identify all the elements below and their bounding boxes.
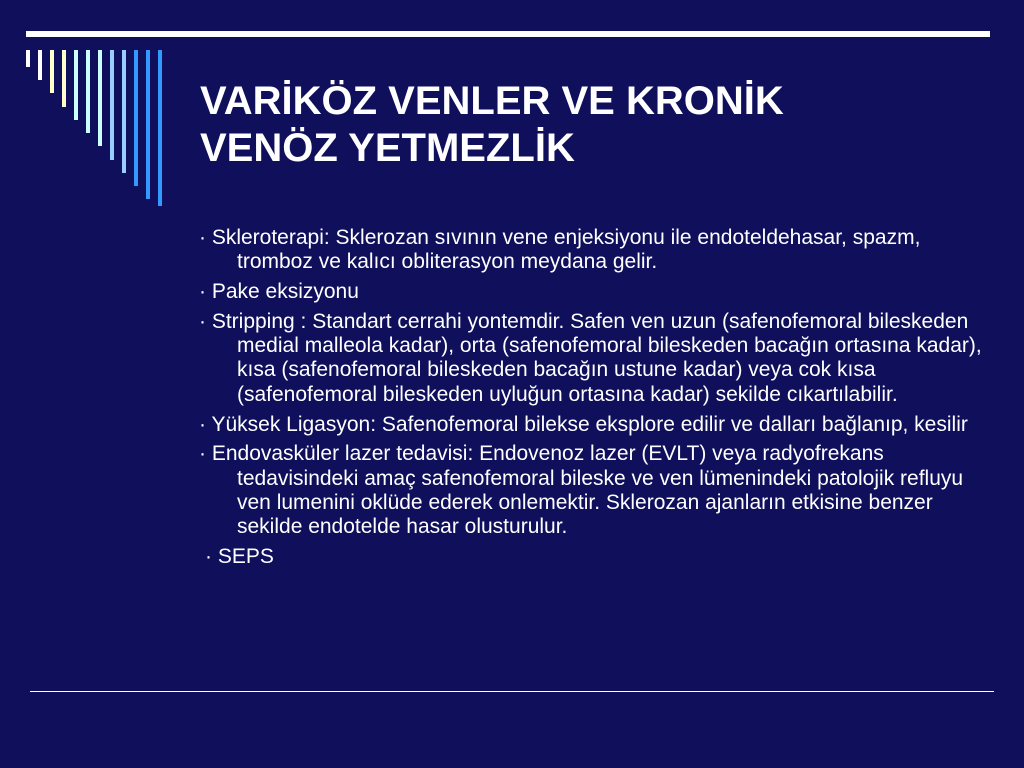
stripe-10	[134, 50, 138, 186]
stripe-12	[158, 50, 162, 206]
bottom-rule	[30, 691, 994, 692]
bullet-yuksek-ligasyon: · Yüksek Ligasyon: Safenofemoral bilekse eksplore edilir ve dalları bağlanıp, kesilir	[199, 412, 968, 436]
stripe-5	[74, 50, 78, 120]
stripe-3	[50, 50, 54, 93]
stripe-7	[98, 50, 102, 146]
bullet-seps: · SEPS	[205, 545, 274, 569]
top-rule	[26, 31, 990, 37]
decorative-stripes	[26, 50, 166, 206]
stripe-8	[110, 50, 114, 160]
bullet-stripping: · Stripping : Standart cerrahi yontemdir. Safen ven uzun (safenofemoral bileskeden medial malleola kadar), orta (safenofemoral bileskeden bacağın ortasına kadar), kısa (safenofemoral bileskeden bacağın ustune kadar) veya cok kısa (safenofemoral bileskeden uyluğun ortasına kadar) sekilde cıkartılabilir.	[199, 309, 982, 406]
stripe-1	[26, 50, 30, 67]
title-line-1: VARİKÖZ VENLER VE KRONİK	[200, 79, 784, 123]
bullet-endovaskuler-lazer: · Endovasküler lazer tedavisi: Endovenoz lazer (EVLT) veya radyofrekans tedavisindeki amaç safenofemoral bileske ve ven lümenindeki patolojik refluyu ven lumenini oklüde ederek onlemektir. Sklerozan ajanların etkisine benzer sekilde endotelde hasar olusturulur.	[199, 442, 964, 539]
stripe-4	[62, 50, 66, 107]
stripe-6	[86, 50, 90, 133]
stripe-9	[122, 50, 126, 173]
title-line-2: VENÖZ YETMEZLİK	[200, 126, 575, 170]
bullet-list	[199, 226, 989, 575]
bullet-pake-eksizyonu: · Pake eksizyonu	[199, 280, 359, 304]
stripe-11	[146, 50, 150, 199]
bullet-skleroterapi: · Skleroterapi: Sklerozan sıvının vene enjeksiyonu ile endoteldehasar, spazm, tromboz ve kalıcı obliterasyon meydana gelir.	[199, 226, 921, 274]
stripe-2	[38, 50, 42, 80]
slide-title	[200, 78, 960, 172]
